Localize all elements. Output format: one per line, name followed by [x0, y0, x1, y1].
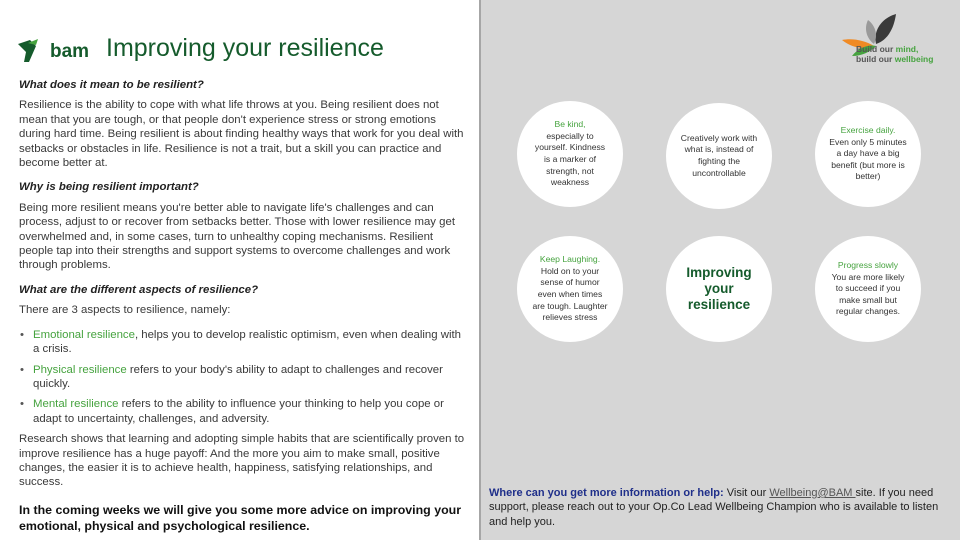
paragraph: Being more resilient means you're better able to navigate life's challenges and can process, adjust to or recover from setbacks better. Those with lower resilience may get overwhelmed and, in some cases, turn to unhealthy coping mechanisms. Resilient people tap into their strengths and support systems to overcome challenges and work through problems. — [19, 201, 455, 272]
list-item: • Mental resilience refers to the ability to influence your thinking to help you cope or adapt to uncertainty, challenges, and adversity. — [19, 397, 469, 426]
tip-circle-keep-laughing: Keep Laughing. Hold on to your sense of humor even when times are tough. Laughter relieves stress — [517, 236, 623, 342]
tip-circle-be-kind: Be kind, especially to yourself. Kindness is a marker of strength, not weakness — [517, 101, 623, 207]
page-title: Improving your resilience — [106, 34, 384, 62]
list-item: • Emotional resilience, helps you to develop realistic optimism, even when dealing with a crisis. — [19, 328, 469, 357]
paragraph: Resilience is the ability to cope with what life throws at you. Being resilient does not mean that you are tough, or that people don't experience stress or strong emotions during hard time. Being resilient is about finding healthy ways that work for you deal with setbacks or obstacles in life. Resilience is not a trait, but a skill you can practice and become better at. — [19, 99, 464, 170]
brand-tagline: Build our mind, build our wellbeing — [856, 44, 934, 64]
paragraph: Research shows that learning and adopting simple habits that are scientifically proven to improve resilience has a huge payoff: And the more you aim to make small, positive changes, the easier it is to achieve health, happiness, satisfying relationships, and success. — [19, 433, 465, 489]
help-footer: Where can you get more information or help: Visit our Wellbeing@BAM site. If you need support, please reach out to your Op.Co Lead Wellbeing Champion who is available to listen and help you. — [489, 487, 939, 528]
svg-text:bam: bam — [50, 41, 90, 62]
closing-statement: In the coming weeks we will give you some more advice on improving your emotional, physical and psychological resilience. — [19, 502, 462, 534]
tip-circle-creatively-work: Creatively work with what is, instead of fighting the uncontrollable — [666, 103, 772, 209]
center-circle: Improving your resilience — [666, 236, 772, 342]
wellbeing-link[interactable]: Wellbeing@BAM — [769, 487, 856, 499]
list-item: • Physical resilience refers to your body's ability to adapt to challenges and recover quickly. — [19, 363, 469, 392]
paragraph: There are 3 aspects to resilience, namely: — [19, 304, 231, 317]
tip-circle-exercise-daily: Exercise daily. Even only 5 minutes a day have a big benefit (but more is better) — [815, 101, 921, 207]
tip-circle-progress-slowly: Progress slowly You are more likely to succeed if you make small but regular changes. — [815, 236, 921, 342]
bam-logo — [16, 36, 104, 64]
aspects-list — [19, 328, 469, 426]
question-heading: What are the different aspects of resilience? — [19, 283, 259, 296]
article-body — [19, 78, 469, 535]
question-heading: Why is being resilient important? — [19, 181, 199, 194]
question-heading: What does it mean to be resilient? — [19, 79, 204, 91]
tips-panel — [479, 0, 960, 540]
